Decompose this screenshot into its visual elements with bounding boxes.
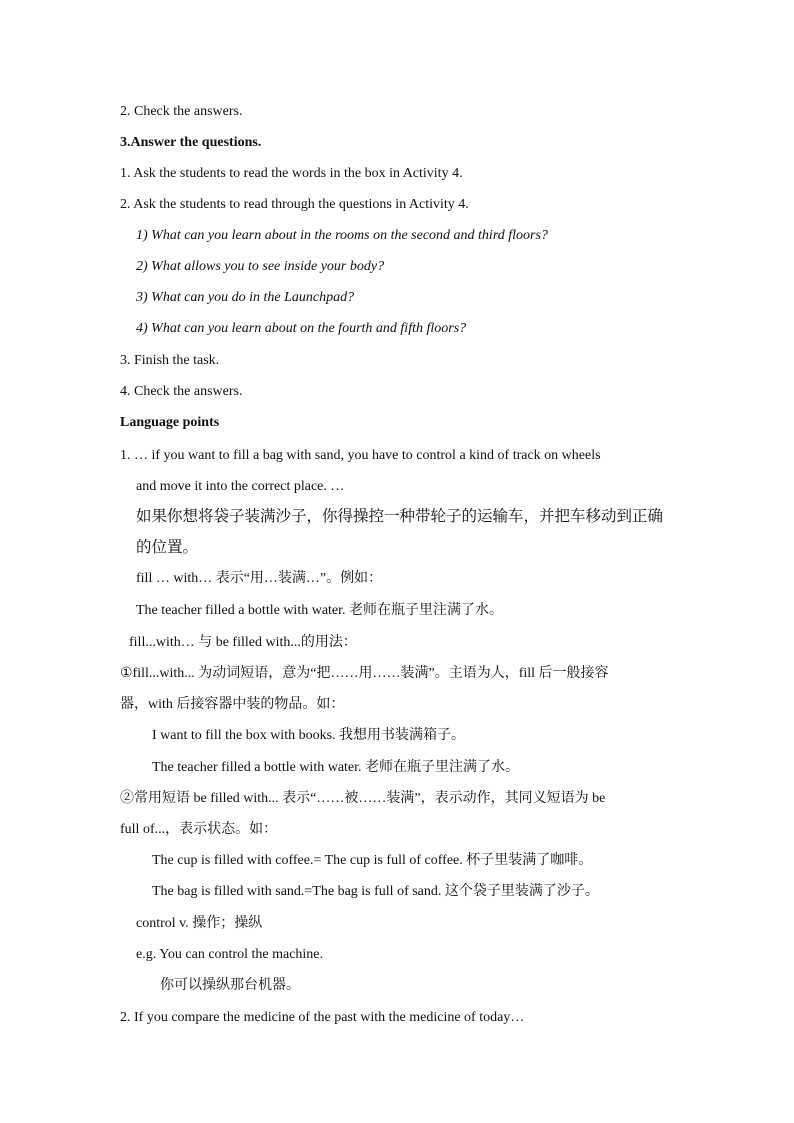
usage-2-line-1: ②常用短语 be filled with... 表示“……被……装满”，表示动作，其同义短语为 be: [120, 791, 606, 806]
point-1-sentence-line-2: and move it into the correct place. …: [136, 479, 345, 494]
question-4: 4) What can you learn about on the fourth and fifth floors?: [136, 321, 467, 336]
point-1-translation-line-1: 如果你想将袋子装满沙子，你得操控一种带轮子的运输车，并把车移动到正确: [136, 508, 664, 525]
point-1-sentence-line-1: 1. … if you want to fill a bag with sand, you have to control a kind of track on wheels: [120, 448, 601, 463]
step-finish-task: 3. Finish the task.: [120, 353, 220, 368]
point-1-translation-line-2: 的位置。: [136, 539, 199, 556]
question-3: 3) What can you do in the Launchpad?: [136, 290, 355, 305]
step-check-answers-2: 4. Check the answers.: [120, 384, 243, 399]
usage-1-line-2: 器，with 后接容器中装的物品。如：: [120, 697, 345, 712]
example-teacher-bottle-2: The teacher filled a bottle with water. 老师在瓶子里注满了水。: [152, 760, 520, 775]
fill-with-meaning: fill … with… 表示“用…装满…”。例如：: [136, 571, 383, 586]
control-definition: control v. 操作；操纵: [136, 916, 263, 931]
example-box-books: I want to fill the box with books. 我想用书装满箱子。: [152, 728, 466, 743]
example-cup-coffee: The cup is filled with coffee.= The cup is full of coffee. 杯子里装满了咖啡。: [152, 853, 593, 868]
point-2-sentence: 2. If you compare the medicine of the past with the medicine of today…: [120, 1010, 525, 1025]
section-heading-language-points: Language points: [120, 415, 220, 430]
control-example: e.g. You can control the machine.: [136, 947, 324, 962]
example-bag-sand: The bag is filled with sand.=The bag is full of sand. 这个袋子里装满了沙子。: [152, 884, 599, 899]
question-1: 1) What can you learn about in the rooms on the second and third floors?: [136, 228, 548, 243]
step-read-questions: 2. Ask the students to read through the questions in Activity 4.: [120, 197, 469, 212]
control-example-translation: 你可以操纵那台机器。: [160, 978, 300, 993]
example-teacher-bottle-1: The teacher filled a bottle with water. 老师在瓶子里注满了水。: [136, 603, 504, 618]
usage-2-line-2: full of...，表示状态。如：: [120, 822, 278, 837]
usage-comparison-heading: fill...with… 与 be filled with...的用法：: [129, 635, 357, 650]
usage-1-line-1: ①fill...with... 为动词短语，意为“把……用……装满”。主语为人，fill 后一般接容: [120, 666, 609, 681]
section-heading-answer-questions: 3.Answer the questions.: [120, 135, 262, 150]
step-check-answers-1: 2. Check the answers.: [120, 104, 243, 119]
step-read-words: 1. Ask the students to read the words in the box in Activity 4.: [120, 166, 463, 181]
question-2: 2) What allows you to see inside your body?: [136, 259, 385, 274]
